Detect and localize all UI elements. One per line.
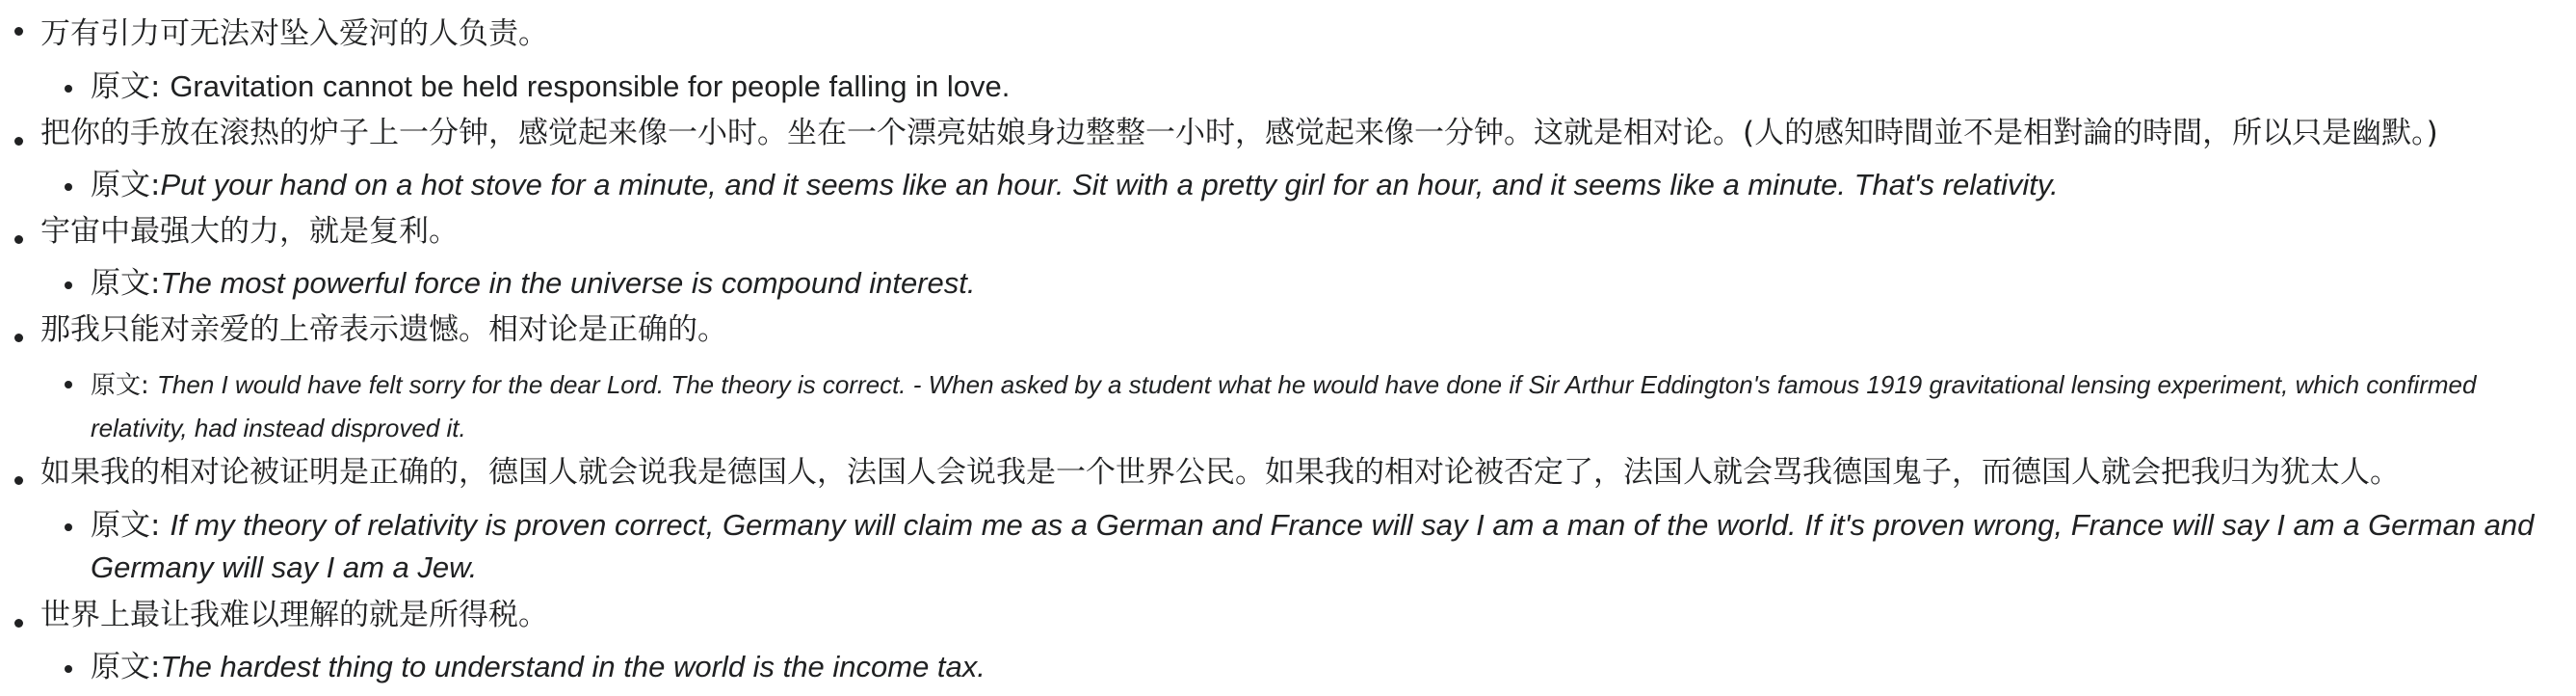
bullet-icon (14, 619, 23, 628)
quote-original (91, 363, 2571, 450)
quote-original (91, 504, 2571, 589)
original-separator: : (141, 371, 158, 400)
bullet-icon (65, 381, 72, 388)
original-label: 原文 (91, 371, 142, 400)
quote-chinese: 世界上最让我难以理解的就是所得税。 (40, 598, 548, 632)
quote-original (91, 262, 2571, 305)
bullet-icon (65, 281, 72, 289)
original-label: 原文 (91, 69, 150, 104)
quote-english: The most powerful force in the universe is compound interest. (160, 266, 976, 300)
original-separator: : (150, 508, 171, 543)
quote-chinese: 万有引力可无法对坠入爱河的人负责。 (40, 16, 548, 51)
quote-original (91, 66, 2571, 108)
original-separator: : (150, 650, 161, 684)
quote-original (91, 646, 2571, 688)
original-separator: : (150, 69, 171, 104)
quote-original (91, 164, 2571, 206)
bullet-icon (65, 85, 72, 93)
quote-english: Gravitation cannot be held responsible for people falling in love. (170, 69, 1011, 103)
quote-english: If my theory of relativity is proven correct, Germany will claim me as a German and France will say I am a man of the world. If it's proven wrong, France will say I am a German and Germany will say I am a Jew. (91, 508, 2535, 584)
original-label: 原文 (91, 508, 150, 543)
bullet-icon (65, 183, 72, 191)
original-label: 原文 (91, 168, 150, 202)
bullet-icon (65, 523, 72, 531)
original-separator: : (150, 168, 161, 202)
quote-english: Then I would have felt sorry for the dear Lord. The theory is correct. - When asked by a student what he would have done if Sir Arthur Eddington's famous 1919 gravitational lensing experiment, which confirmed relativity, had instead disproved it. (91, 370, 2477, 442)
original-separator: : (150, 266, 161, 301)
bullet-icon (14, 137, 23, 146)
quote-english: The hardest thing to understand in the world is the income tax. (160, 650, 986, 683)
bullet-icon (14, 476, 23, 485)
original-label: 原文 (91, 266, 150, 301)
bullet-icon (14, 334, 23, 342)
bullet-icon (65, 665, 72, 673)
quote-english: Put your hand on a hot stove for a minute, and it seems like an hour. Sit with a pretty girl for an hour, and it seems like a minute. That's relativity. (160, 168, 2059, 201)
bullet-icon (14, 27, 23, 36)
quote-chinese: 宇宙中最强大的力，就是复利。 (40, 214, 459, 249)
quote-chinese: 那我只能对亲爱的上帝表示遗憾。相对论是正确的。 (40, 312, 727, 347)
quote-chinese: 如果我的相对论被证明是正确的，德国人就会说我是德国人，法国人会说我是一个世界公民。如果我的相对论被否定了，法国人就会骂我德国鬼子，而德国人就会把我归为犹太人。 (40, 455, 2400, 490)
bullet-icon (14, 235, 23, 244)
quote-chinese: 把你的手放在滚热的炉子上一分钟，感觉起来像一小时。坐在一个漂亮姑娘身边整整一小时，感觉起来像一分钟。这就是相对论。(人的感知時間並不是相對論的時間，所以只是幽默。) (40, 116, 2438, 150)
original-label: 原文 (91, 650, 150, 684)
